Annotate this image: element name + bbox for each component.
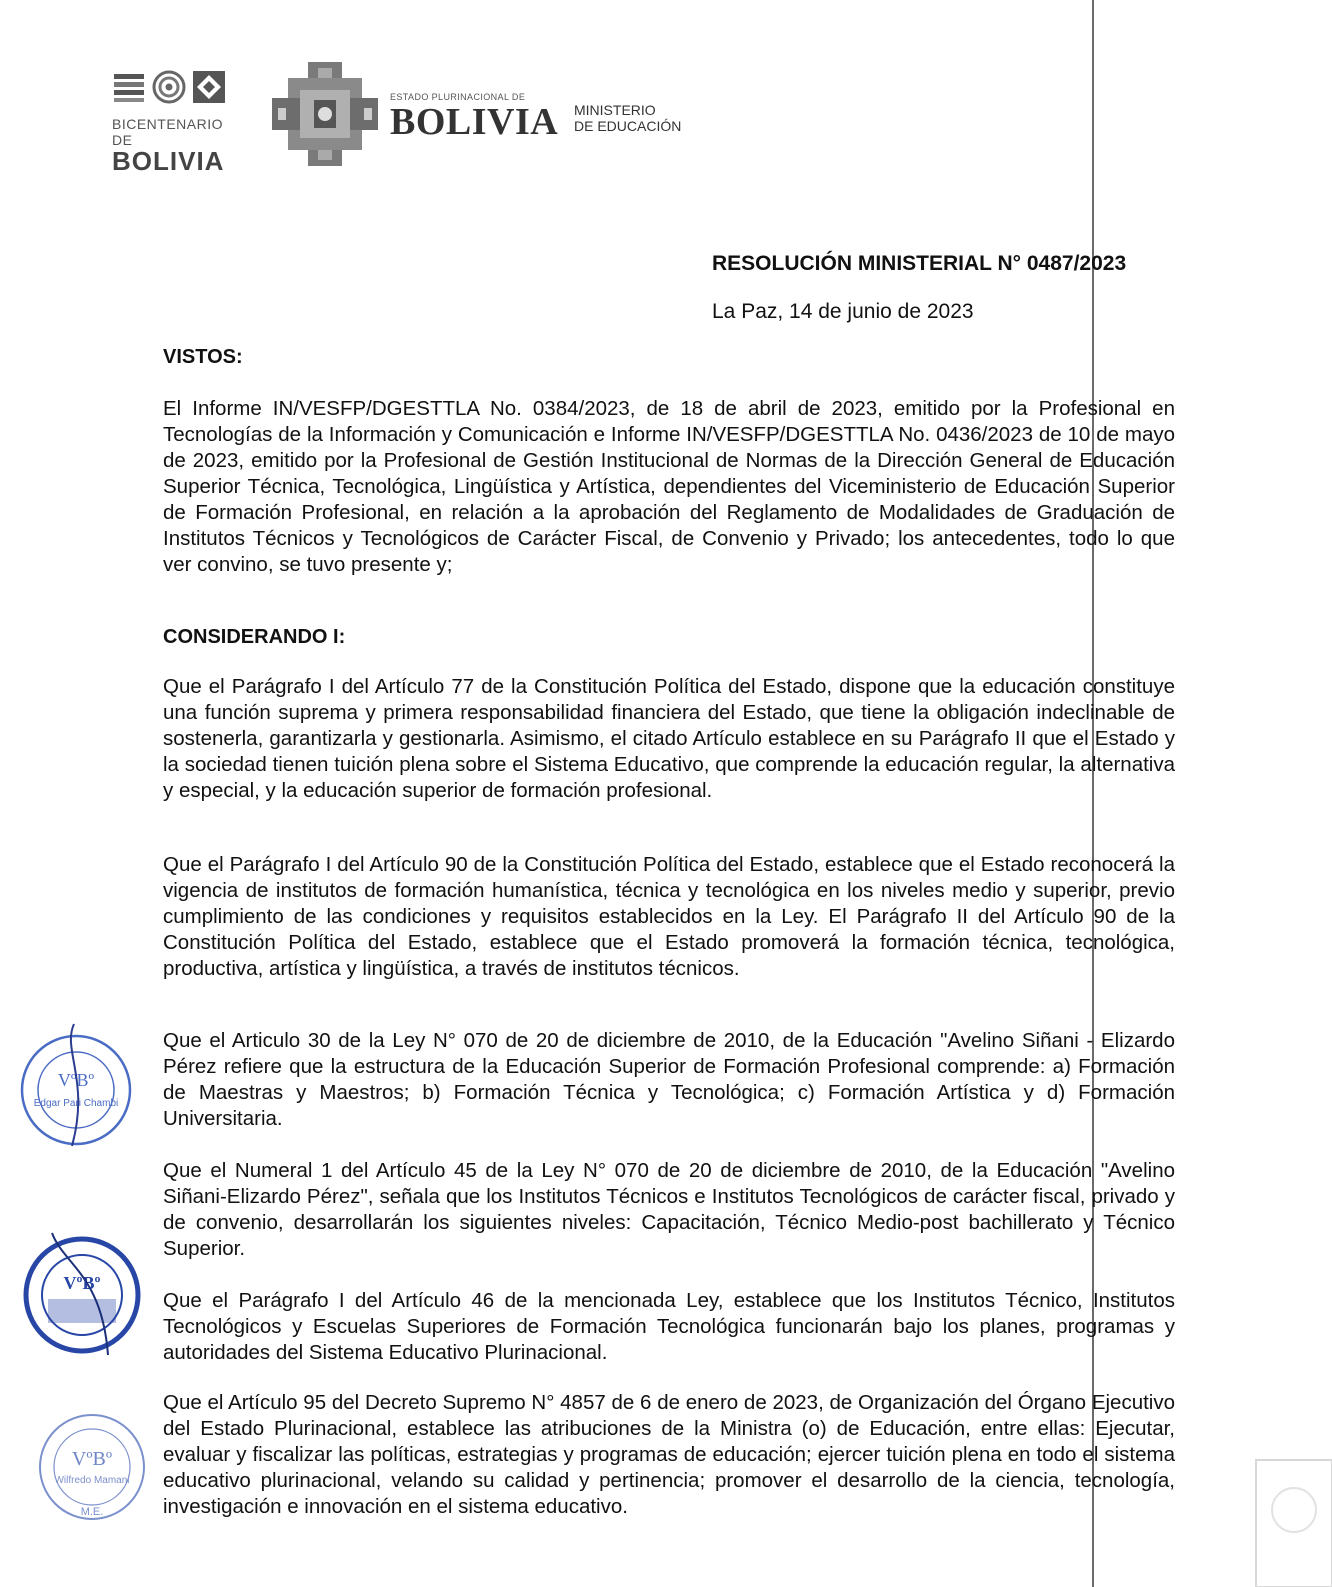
considerando-heading: CONSIDERANDO I: bbox=[163, 626, 346, 648]
faint-seal-icon bbox=[1242, 1450, 1332, 1587]
bicentenario-lines-icon bbox=[112, 70, 146, 104]
considerando-paragraph: Que el Parágrafo I del Artículo 90 de la Constitución Política del Estado, establece que el Estado reconocerá la vigencia de institutos de formación humanística, técnica y tecnológica en los niveles medio y superior, previo cumplimiento de las condiciones y requisitos establecidos en la Ley. El Parágrafo II del Artículo 90 de la Constitución Política del Estado, establece que el Estado promoverá la formación técnica, tecnológica, productiva, artística y lingüística, a través de institutos técnicos. bbox=[163, 853, 1175, 980]
considerando-paragraph: Que el Parágrafo I del Artículo 77 de la Constitución Política del Estado, dispone que la educación constituye una función suprema y primera responsabilidad financiera del Estado, que tiene la obligación indeclinable de sostenerla, garantizarla y gestionarla. Asimismo, el citado Artículo establece en su Parágrafo II que el Estado y la sociedad tienen tuición plena sobre el Sistema Educativo, que comprende la educación regular, la alternativa y especial, y la educación superior de formación profesional. bbox=[163, 675, 1175, 802]
vistos-heading: VISTOS: bbox=[163, 346, 243, 368]
vobo-stamp-juridico bbox=[30, 1395, 155, 1535]
estado-plurinacional-title: BOLIVIA bbox=[390, 101, 559, 143]
considerando-paragraph: Que el Parágrafo I del Artículo 46 de la mencionada Ley, establece que los Institutos Técnico, Institutos Tecnológicos y Escuelas Superiores de Formación Tecnológica funcionarán bajo los planes, programas y autoridades del Sistema Educativo Plurinacional. bbox=[163, 1289, 1175, 1364]
vistos-paragraph: El Informe IN/VESFP/DGESTTLA No. 0384/2023, de 18 de abril de 2023, emitido por la Profesional en Tecnologías de la Información y Comunicación e Informe IN/VESFP/DGESTTLA No. 0436/2023 de 10 de mayo de 2023, emitido por la Profesional de Gestión Institucional de Normas de la Dirección General de Educación Superior Técnica, Tecnológica, Lingüística y Artística, dependientes del Viceministerio de Educación Superior de Formación Profesional, en relación a la aprobación del Reglamento de Modalidades de Graduación de Institutos Técnicos y Tecnológicos de Carácter Fiscal, de Convenio y Privado; los antecedentes, todo lo que ver convino, se tuvo presente y; bbox=[163, 397, 1175, 576]
bicentenario-spiral-icon bbox=[152, 70, 186, 104]
bicentenario-subtitle: BICENTENARIO DE bbox=[112, 116, 224, 148]
ministerio-line1: MINISTERIO bbox=[574, 102, 656, 118]
vobo-stamp-viceministro bbox=[12, 1225, 152, 1365]
vobo-stamp-seal bbox=[12, 1225, 152, 1365]
estado-shield-icon bbox=[270, 60, 380, 168]
stamp-name-text: Edgar Pari Chambi bbox=[33, 1098, 119, 1109]
stamp-footer-text: M.E. bbox=[80, 1506, 104, 1518]
vobo-stamp-ministro bbox=[12, 1020, 137, 1150]
stamp-vobo-text: VºBº bbox=[63, 1273, 101, 1293]
stamp-vobo-text: VºBº bbox=[71, 1448, 113, 1470]
stamp-vobo-text: VºBº bbox=[57, 1070, 95, 1090]
vobo-stamp-seal bbox=[12, 1020, 137, 1150]
estado-plurinacional-subtitle: ESTADO PLURINACIONAL DE bbox=[390, 92, 526, 102]
considerando-paragraph: Que el Artículo 95 del Decreto Supremo N° 4857 de 6 de enero de 2023, de Organización del Órgano Ejecutivo del Estado Plurinacional, establece las atribuciones de la Ministra (o) de Educación, entre ellas: Ejecutar, evaluar y fiscalizar las políticas, estrategias y programas de educación; ejercer tuición plena en todo el sistema educativo plurinacional, velando su calidad y pertinencia; promover el desarrollo de la ciencia, tecnología, investigación e innovación en el sistema educativo. bbox=[163, 1391, 1175, 1518]
bicentenario-title: BOLIVIA bbox=[112, 146, 225, 176]
ministerio-line2: DE EDUCACIÓN bbox=[574, 118, 682, 134]
vobo-stamp-seal bbox=[30, 1395, 155, 1535]
bicentenario-diamond-icon bbox=[192, 70, 226, 104]
considerando-paragraph: Que el Numeral 1 del Artículo 45 de la Ley N° 070 de 20 de diciembre de 2010, de la Educación "Avelino Siñani-Elizardo Pérez", señala que los Institutos Técnicos e Institutos Tecnológicos de carácter fiscal, privado y de convenio, desarrollarán los siguientes niveles: Capacitación, Técnico Medio-post bachillerato y Técnico Superior. bbox=[163, 1159, 1175, 1260]
estado-plurinacional-logo bbox=[390, 92, 558, 142]
ministerio-logo bbox=[574, 102, 681, 134]
stamp-name-text: Wilfredo Mamani bbox=[54, 1475, 130, 1486]
resolution-title: RESOLUCIÓN MINISTERIAL N° 0487/2023 bbox=[712, 252, 1127, 275]
considerando-paragraph: Que el Articulo 30 de la Ley N° 070 de 20 de diciembre de 2010, de la Educación "Avelino Siñani - Elizardo Pérez refiere que la estructura de la Educación Superior de Formación Profesional comprende: a) Formación de Maestras y Maestros; b) Formación Técnica y Tecnológica; c) Formación Artística y d) Formación Universitaria. bbox=[163, 1029, 1175, 1130]
bicentenario-logo bbox=[112, 70, 242, 176]
resolution-date: La Paz, 14 de junio de 2023 bbox=[712, 300, 974, 323]
